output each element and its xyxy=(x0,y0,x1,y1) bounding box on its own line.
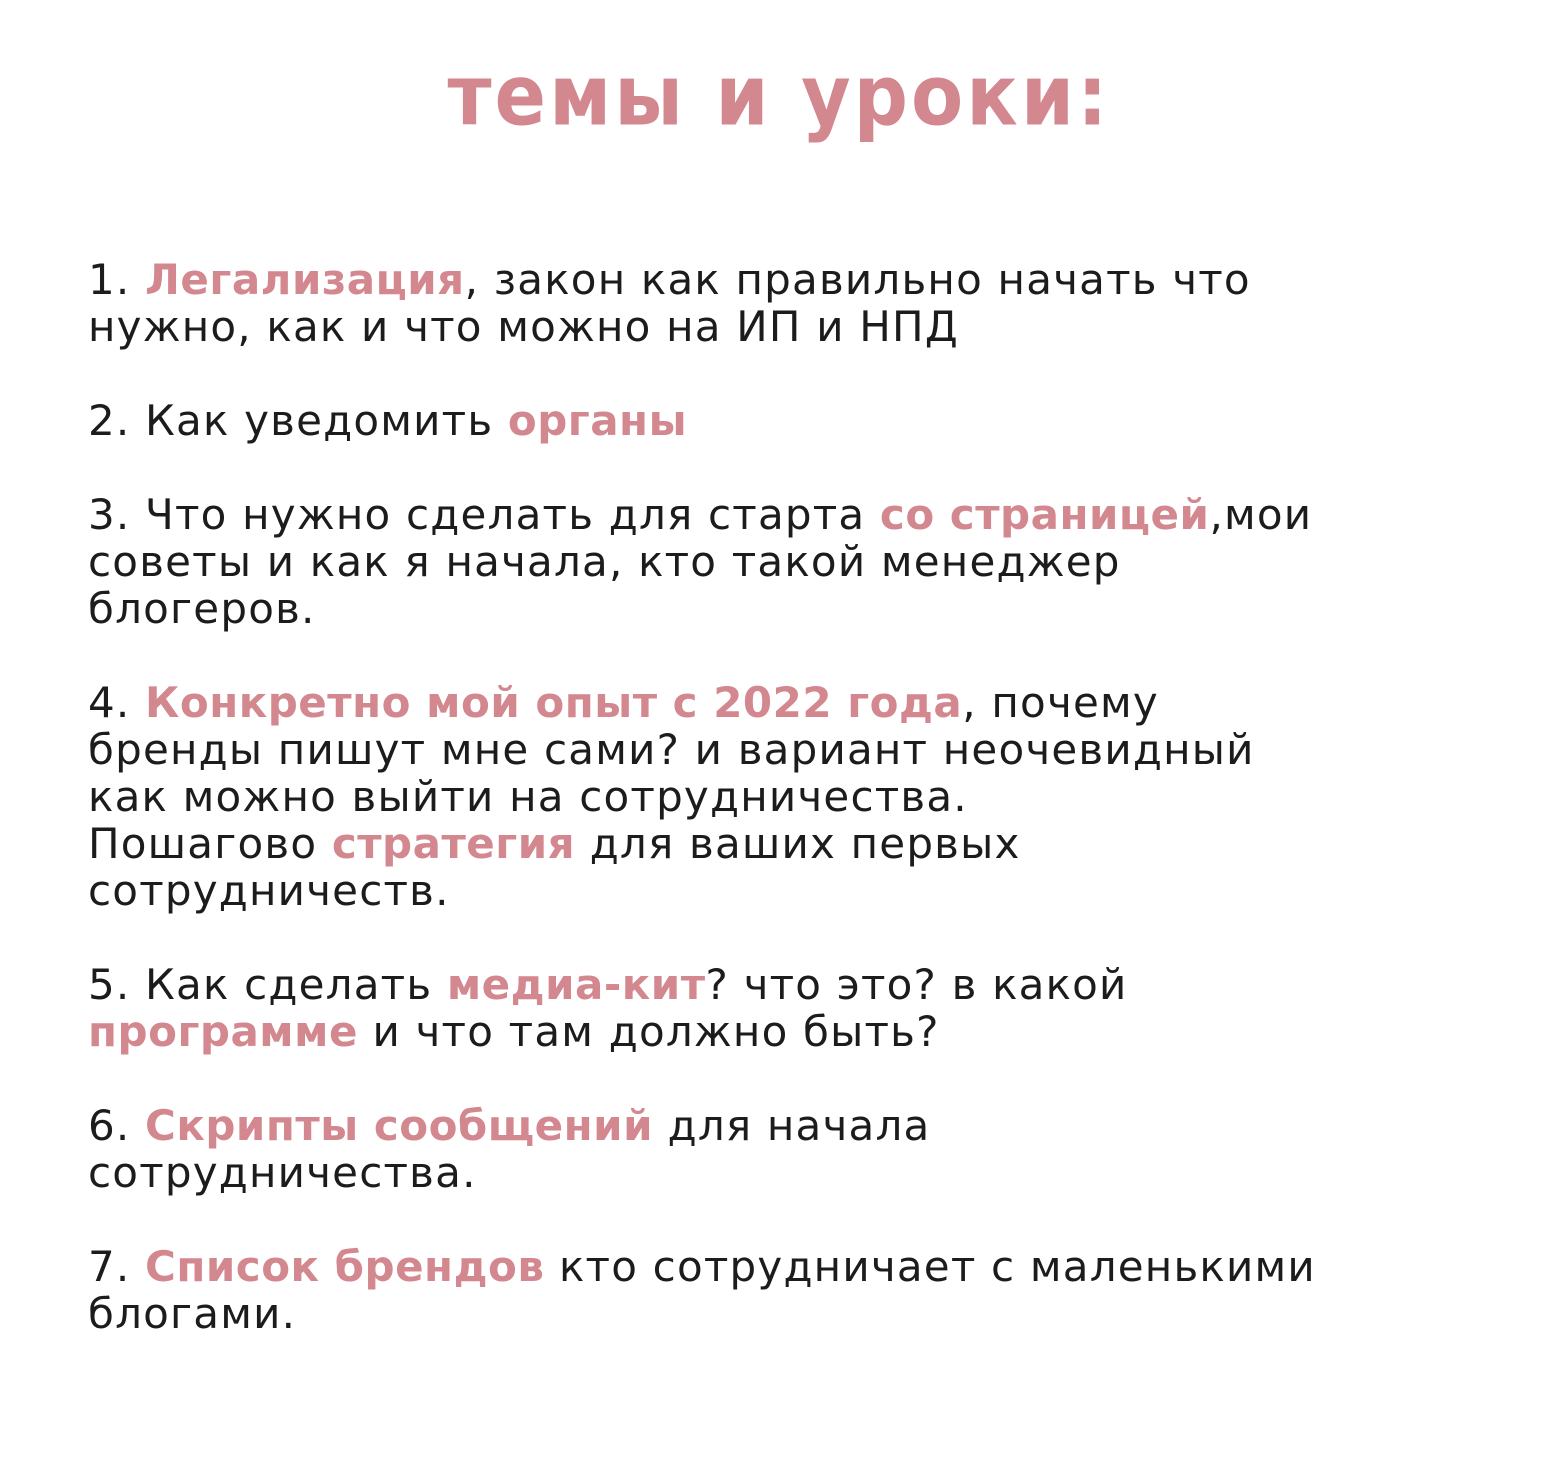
highlighted-keyword: Скрипты сообщений xyxy=(145,1101,654,1150)
topic-text: 1. xyxy=(88,255,146,304)
topic-line xyxy=(88,1149,1538,1196)
topic-line xyxy=(88,820,1538,867)
topic-text: , почему xyxy=(962,678,1159,727)
topic-line xyxy=(88,397,1538,444)
topic-text: блогеров. xyxy=(88,584,316,633)
topic-text: для ваших первых xyxy=(575,819,1021,868)
topic-line xyxy=(88,538,1538,585)
topic-text: блогами. xyxy=(88,1289,297,1338)
topic-item xyxy=(88,1102,1538,1196)
topic-line xyxy=(88,679,1538,726)
highlighted-keyword: Список брендов xyxy=(145,1242,545,1291)
topic-item xyxy=(88,397,1538,444)
page-title: темы и уроки: xyxy=(447,46,1111,145)
topic-text: 2. Как уведомить xyxy=(88,396,508,445)
highlighted-keyword: стратегия xyxy=(331,819,576,868)
topic-line xyxy=(88,303,1538,350)
topic-text: бренды пишут мне сами? и вариант неочевидный xyxy=(88,725,1255,774)
highlighted-keyword: Легализация xyxy=(145,255,465,304)
topic-text: ? что это? в какой xyxy=(705,960,1128,1009)
highlighted-keyword: органы xyxy=(507,396,688,445)
topic-line xyxy=(88,1290,1538,1337)
topic-line xyxy=(88,726,1538,773)
topic-text: Пошагово xyxy=(88,819,332,868)
topic-text: 7. xyxy=(88,1242,146,1291)
topic-text: нужно, как и что можно на ИП и НПД xyxy=(88,302,959,351)
topic-item xyxy=(88,256,1538,350)
topic-text: , закон как правильно начать что xyxy=(464,255,1251,304)
topic-item xyxy=(88,1243,1538,1337)
topic-text: и что там должно быть? xyxy=(357,1007,940,1056)
topic-text: как можно выйти на сотрудничества. xyxy=(88,772,968,821)
topic-line xyxy=(88,491,1538,538)
topic-item xyxy=(88,679,1538,914)
topic-text: кто сотрудничает с маленькими xyxy=(544,1242,1316,1291)
topic-line xyxy=(88,867,1538,914)
highlighted-keyword: медиа-кит xyxy=(446,960,706,1009)
topic-line xyxy=(88,1243,1538,1290)
topic-text: 3. Что нужно сделать для старта xyxy=(88,490,880,539)
highlighted-keyword: программе xyxy=(88,1007,358,1056)
topic-text: 6. xyxy=(88,1101,146,1150)
topic-text: для начала xyxy=(653,1101,931,1150)
topic-line xyxy=(88,585,1538,632)
topic-text: 4. xyxy=(88,678,146,727)
topic-line xyxy=(88,1008,1538,1055)
topic-text: 5. Как сделать xyxy=(88,960,447,1009)
topic-line xyxy=(88,1102,1538,1149)
topic-text: советы и как я начала, кто такой менеджер xyxy=(88,537,1121,586)
topic-line xyxy=(88,961,1538,1008)
highlighted-keyword: со страницей xyxy=(879,490,1210,539)
highlighted-keyword: Конкретно мой опыт с 2022 года xyxy=(145,678,963,727)
topic-text: ,мои xyxy=(1209,490,1313,539)
topic-item xyxy=(88,961,1538,1055)
topic-line xyxy=(88,256,1538,303)
topic-line xyxy=(88,773,1538,820)
topic-list xyxy=(88,256,1538,1384)
topic-text: сотрудничеств. xyxy=(88,866,450,915)
topic-text: сотрудничества. xyxy=(88,1148,477,1197)
topic-item xyxy=(88,491,1538,632)
